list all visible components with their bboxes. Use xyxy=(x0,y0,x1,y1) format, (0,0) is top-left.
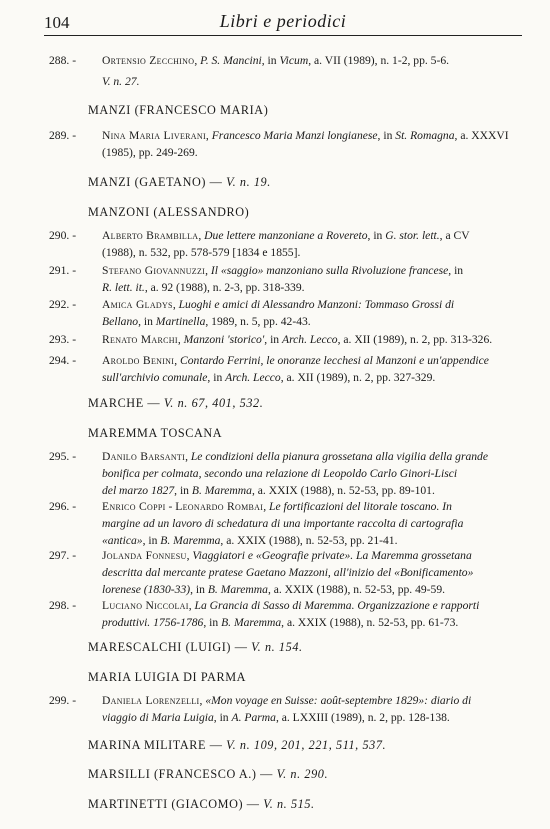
work-title: Manzoni 'storico' xyxy=(183,333,265,346)
citation: , a. 92 (1988), n. 2-3, pp. 318-339. xyxy=(144,281,305,294)
heading-manzi-francesco: MANZI (FRANCESCO MARIA) xyxy=(88,103,269,117)
work-title: Le condizioni della pianura grossetana alla vigilia della grande xyxy=(190,450,488,463)
citation: , a. XII (1989), n. 2, pp. 327-329. xyxy=(280,371,436,384)
heading-maremma: MAREMMA TOSCANA xyxy=(88,426,223,440)
citation-cont xyxy=(102,369,550,386)
author-2: Leonardo Rombai xyxy=(175,500,264,513)
sep: , in xyxy=(203,616,222,629)
work-title-cont: viaggio di Maria Luigia xyxy=(102,711,214,724)
journal: B. Maremma xyxy=(207,583,268,596)
author: Danilo Barsanti xyxy=(102,450,186,463)
sep: , xyxy=(174,354,181,367)
citation: , a. XXIX (1988), n. 52-53, pp. 89-101. xyxy=(251,484,435,497)
citation-cont xyxy=(102,279,550,296)
work-title: Viaggiatori e «Geografie private». La Maremma grossetana xyxy=(192,549,472,562)
heading-manzi-gaetano xyxy=(88,175,271,190)
cross-reference: V. n. 290. xyxy=(276,767,329,781)
journal: Arch. Lecco xyxy=(225,371,281,384)
journal: St. Romagna xyxy=(395,129,455,142)
heading-text: MARCHE — xyxy=(88,396,164,410)
citation-cont xyxy=(102,581,550,598)
heading-marina-militare xyxy=(88,738,386,753)
work-title-cont: «antica» xyxy=(102,534,143,547)
sep: , in xyxy=(264,333,282,346)
entry-number: 298. - xyxy=(49,599,77,612)
heading-text: MANZI (GAETANO) — xyxy=(88,175,227,189)
citation: , a. XII (1989), n. 2, pp. 313-326. xyxy=(337,333,493,346)
sep: , xyxy=(177,333,184,346)
entry-number: 292. - xyxy=(49,298,77,311)
entry-number: 293. - xyxy=(49,333,77,346)
cross-reference: V. n. 19. xyxy=(226,175,271,189)
entry-number: 289. - xyxy=(49,129,77,142)
entry-number: 288. - xyxy=(49,54,77,67)
work-title: , Le fortificazioni del litorale toscano. In xyxy=(263,500,452,513)
sep: , xyxy=(205,264,211,277)
entry-text xyxy=(102,262,550,279)
cross-reference: V. n. 67, 401, 532. xyxy=(163,396,264,410)
journal: Vicum xyxy=(279,54,309,67)
author: Aroldo Benini xyxy=(102,354,175,367)
work-title: Francesco Maria Manzi longianese xyxy=(211,129,378,142)
heading-marsilli xyxy=(88,767,328,782)
journal: R. lett. it. xyxy=(102,281,145,294)
heading-maria-luigia: MARIA LUIGIA DI PARMA xyxy=(88,670,247,684)
entry-number: 297. - xyxy=(49,549,77,562)
sep: - xyxy=(165,500,176,513)
sep: , in xyxy=(190,583,208,596)
cross-reference: V. n. 154. xyxy=(251,640,303,654)
entry-number: 295. - xyxy=(49,450,77,463)
cross-reference: V. n. 27. xyxy=(102,75,140,88)
journal: B. Maremma xyxy=(191,484,252,497)
citation: , a. XXIX (1988), n. 52-53, pp. 49-59. xyxy=(267,583,446,596)
work-title: La Grancia di Sasso di Maremma. Organizzazione e rapporti xyxy=(194,599,480,612)
entry-text xyxy=(102,448,550,465)
entry-text xyxy=(102,296,550,313)
sep: , in xyxy=(142,534,161,547)
citation-cont: (1985), pp. 249-269. xyxy=(102,146,198,159)
work-title-cont: margine ad un lavoro di schedatura di una importante raccolta di cartografia xyxy=(102,517,464,530)
citation: , a. XXIX (1988), n. 52-53, pp. 61-73. xyxy=(281,616,459,629)
entry-text xyxy=(102,52,550,69)
author: Nina Maria Liverani xyxy=(102,129,206,142)
sep: , in xyxy=(213,711,232,724)
entry-text xyxy=(102,597,550,614)
work-title: Contardo Ferrini, le onoranze lecchesi al Manzoni e un'appendice xyxy=(180,354,489,367)
cross-reference: V. n. 515. xyxy=(263,797,315,811)
sep: , in xyxy=(261,54,280,67)
sep: , xyxy=(188,599,195,612)
work-title-cont: bonifica per colmata, secondo una relazione di Leopoldo Carlo Ginori-Lisci xyxy=(102,467,458,480)
sep: , xyxy=(194,54,201,67)
journal: B. Maremma xyxy=(221,616,282,629)
heading-text: MARINA MILITARE — xyxy=(88,738,227,752)
author: Ortensio Zecchino xyxy=(102,54,195,67)
work-title-cont: descritta dal mercante pratese Gaetano Mazzoni, all'inizio del «Bonificamento» xyxy=(102,566,474,579)
entry-text xyxy=(102,352,550,369)
citation-cont: (1988), n. 532, pp. 578-579 [1834 e 1855]. xyxy=(102,246,301,259)
citation: , a. XXIX (1988), n. 52-53, pp. 21-41. xyxy=(220,534,398,547)
entry-text xyxy=(102,331,550,348)
author: Enrico Coppi xyxy=(102,500,166,513)
work-title: Luoghi e amici di Alessandro Manzoni: Tommaso Grossi di xyxy=(178,298,455,311)
sep: , xyxy=(172,298,179,311)
work-title-cont: produttivi. 1756-1786 xyxy=(102,616,204,629)
sep: , in xyxy=(377,129,396,142)
work-title-cont: sull'archivio comunale xyxy=(102,371,208,384)
citation-cont xyxy=(102,709,550,726)
sep: , xyxy=(198,229,205,242)
work-title: «Mon voyage en Suisse: août-septembre 1829»: diario di xyxy=(205,694,472,707)
entry-text xyxy=(102,498,550,515)
heading-text: MARESCALCHI (LUIGI) — xyxy=(88,640,252,654)
author: Luciano Niccolai xyxy=(102,599,189,612)
cross-reference: V. n. 109, 201, 221, 511, 537. xyxy=(226,738,387,752)
sep: , in xyxy=(138,315,156,328)
entry-text xyxy=(102,547,550,564)
entry-text xyxy=(102,127,550,144)
entry-number: 291. - xyxy=(49,264,77,277)
author: Renato Marchi xyxy=(102,333,178,346)
journal: B. Maremma xyxy=(160,534,221,547)
sep: , in xyxy=(448,264,464,277)
citation-cont xyxy=(102,482,550,499)
work-title: Il «saggio» manzoniano sulla Rivoluzione francese xyxy=(210,264,449,277)
heading-martinetti xyxy=(88,797,315,812)
journal: G. stor. lett. xyxy=(385,229,440,242)
citation: , a. LXXIII (1989), n. 2, pp. 128-138. xyxy=(275,711,450,724)
entry-text xyxy=(102,692,550,709)
work-title-cont: lorenese (1830-33) xyxy=(102,583,191,596)
sep: , in xyxy=(174,484,192,497)
citation: , a. VII (1989), n. 1-2, pp. 5-6. xyxy=(308,54,450,67)
author: Daniela Lorenzelli xyxy=(102,694,200,707)
citation-cont xyxy=(102,313,550,330)
heading-marescalchi xyxy=(88,640,303,655)
work-title: P. S. Mancini xyxy=(200,54,262,67)
journal: Martinella xyxy=(155,315,206,328)
running-head xyxy=(44,11,522,36)
journal: A. Parma xyxy=(231,711,276,724)
citation: , a. XXXVI xyxy=(454,129,509,142)
work-title-cont: Bellano xyxy=(102,315,139,328)
heading-manzoni: MANZONI (ALESSANDRO) xyxy=(88,205,250,219)
sep: , xyxy=(186,549,193,562)
author: Jolanda Fonnesu xyxy=(102,549,187,562)
work-title: Due lettere manzoniane a Rovereto xyxy=(204,229,368,242)
journal: Arch. Lecco xyxy=(281,333,338,346)
work-title-cont: del marzo 1827 xyxy=(102,484,175,497)
entry-number: 299. - xyxy=(49,694,77,707)
sep: , in xyxy=(207,371,226,384)
sep: , in xyxy=(367,229,386,242)
citation: , a CV xyxy=(439,229,470,242)
heading-text: MARTINETTI (GIACOMO) — xyxy=(88,797,264,811)
author: Stefano Giovannuzzi xyxy=(102,264,206,277)
sep: , xyxy=(185,450,191,463)
heading-marche xyxy=(88,396,263,411)
citation-cont xyxy=(102,614,550,631)
running-title: Libri e periodici xyxy=(219,11,347,31)
entry-text xyxy=(102,227,550,244)
entry-number: 296. - xyxy=(49,500,77,513)
sep: , xyxy=(199,694,206,707)
heading-text: MARSILLI (FRANCESCO A.) — xyxy=(88,767,277,781)
entry-number: 294. - xyxy=(49,354,77,367)
author: Amica Gladys xyxy=(102,298,173,311)
page-number: 104 xyxy=(44,13,70,32)
entry-number: 290. - xyxy=(49,229,77,242)
author: Alberto Brambilla xyxy=(102,229,199,242)
citation: , 1989, n. 5, pp. 42-43. xyxy=(205,315,311,328)
sep: , xyxy=(205,129,212,142)
